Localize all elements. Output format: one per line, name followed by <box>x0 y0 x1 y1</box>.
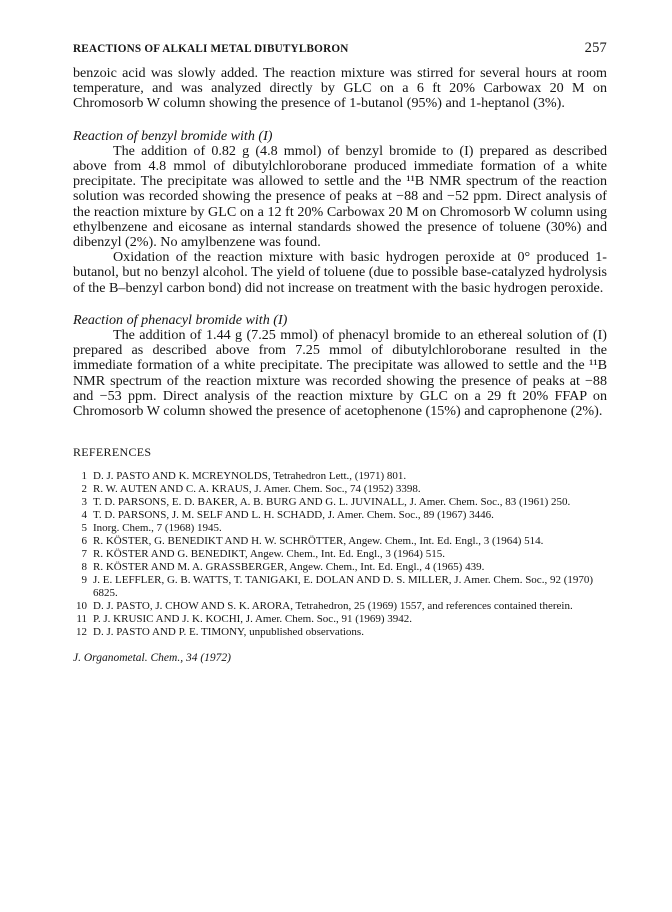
reference-number: 4 <box>81 509 87 522</box>
journal-page <box>73 40 607 664</box>
reference-item <box>73 535 607 548</box>
reference-item <box>73 626 607 639</box>
running-title: REACTIONS OF ALKALI METAL DIBUTYLBORON <box>73 43 349 55</box>
journal-citation: J. Organometal. Chem., 34 (1972) <box>73 652 231 665</box>
reference-text: J. E. LEFFLER, G. B. WATTS, T. TANIGAKI, E. DOLAN AND D. S. MILLER, J. Amer. Chem. Soc., 92 (1970) 6825. <box>93 574 594 600</box>
reference-item <box>73 600 607 613</box>
reference-number: 12 <box>76 626 87 639</box>
reference-item <box>73 483 607 496</box>
reference-number: 2 <box>81 483 87 496</box>
section-heading-benzyl: Reaction of benzyl bromide with (I) <box>73 127 273 144</box>
paragraph-phenacyl-addition: The addition of 1.44 g (7.25 mmol) of phenacyl bromide to an ethereal solution of (I) prepared as described above from 7.25 mmol of dibutylchloroborane resulted in the immediate formation of a white precipitate. The precipitate was allowed to settle and the ¹¹B NMR spectrum of the reaction mixture was recorded showing the presence of peaks at −88 and −53 ppm. Direct analysis of the reaction mixture by GLC on a 29 ft 20% FFAP on Chromosorb W column showed the presence of acetophenone (15%) and caprophenone (2%). <box>73 327 607 420</box>
paragraph-continuation: benzoic acid was slowly added. The reaction mixture was stirred for several hours at room temperature, and was analyzed directly by GLC on a 6 ft 20% Carbowax 20 M on Chromosorb W column showing the presence of 1-butanol (95%) and 1-heptanol (3%). <box>73 65 607 112</box>
reference-number: 9 <box>81 574 87 587</box>
reference-text: D. J. PASTO AND K. MCREYNOLDS, Tetrahedron Lett., (1971) 801. <box>93 470 407 483</box>
page-number: 257 <box>584 40 607 56</box>
reference-number: 11 <box>76 613 87 626</box>
paragraph-benzyl-oxidation: Oxidation of the reaction mixture with basic hydrogen peroxide at 0° produced 1-butanol, but no benzyl alcohol. The yield of toluene (due to possible base-catalyzed hydrolysis of the B–benzyl carbon bond) did not increase on treatment with the basic hydrogen peroxide. <box>73 249 607 296</box>
reference-text: T. D. PARSONS, J. M. SELF AND L. H. SCHADD, J. Amer. Chem. Soc., 89 (1967) 3446. <box>93 509 494 522</box>
reference-text: P. J. KRUSIC AND J. K. KOCHI, J. Amer. Chem. Soc., 91 (1969) 3942. <box>93 613 413 626</box>
running-header <box>73 40 607 57</box>
reference-item <box>73 470 607 483</box>
reference-text: D. J. PASTO, J. CHOW AND S. K. ARORA, Tetrahedron, 25 (1969) 1557, and references contained therein. <box>93 600 573 613</box>
reference-number: 5 <box>81 522 87 535</box>
reference-text: D. J. PASTO AND P. E. TIMONY, unpublished observations. <box>93 626 364 639</box>
reference-item <box>73 548 607 561</box>
reference-number: 6 <box>81 535 87 548</box>
reference-number: 3 <box>81 496 87 509</box>
reference-item <box>73 561 607 574</box>
reference-item <box>73 522 607 535</box>
reference-text: T. D. PARSONS, E. D. BAKER, A. B. BURG AND G. L. JUVINALL, J. Amer. Chem. Soc., 83 (1961) 250. <box>93 496 571 509</box>
reference-item <box>73 613 607 626</box>
reference-item <box>73 496 607 509</box>
reference-text: R. KÖSTER AND G. BENEDIKT, Angew. Chem., Int. Ed. Engl., 3 (1964) 515. <box>93 548 445 561</box>
reference-item <box>73 574 607 600</box>
reference-number: 10 <box>76 600 87 613</box>
reference-number: 8 <box>81 561 87 574</box>
reference-text: R. KÖSTER, G. BENEDIKT AND H. W. SCHRÖTTER, Angew. Chem., Int. Ed. Engl., 3 (1964) 514. <box>93 535 544 548</box>
references-heading: REFERENCES <box>73 445 152 460</box>
reference-text: Inorg. Chem., 7 (1968) 1945. <box>93 522 222 535</box>
article-body <box>73 66 607 419</box>
reference-number: 7 <box>81 548 87 561</box>
paragraph-benzyl-addition: The addition of 0.82 g (4.8 mmol) of benzyl bromide to (I) prepared as described above from 4.8 mmol of dibutylchloroborane produced immediate formation of a white precipitate. The precipitate was allowed to settle and the ¹¹B NMR spectrum of the reaction solution was recorded showing the presence of peaks at −88 and −52 ppm. Direct analysis of the reaction mixture by GLC on a 12 ft 20% Carbowax 20 M on Chromosorb W column using ethylbenzene and eicosane as internal standards showed the presence of toluene (30%) and dibenzyl (2%). No amylbenzene was found. <box>73 142 607 251</box>
section-heading-phenacyl: Reaction of phenacyl bromide with (I) <box>73 311 288 328</box>
reference-text: R. KÖSTER AND M. A. GRASSBERGER, Angew. Chem., Int. Ed. Engl., 4 (1965) 439. <box>93 561 485 574</box>
references-section <box>73 445 607 639</box>
reference-list <box>73 470 607 639</box>
reference-text: R. W. AUTEN AND C. A. KRAUS, J. Amer. Chem. Soc., 74 (1952) 3398. <box>93 483 421 496</box>
reference-item <box>73 509 607 522</box>
reference-number: 1 <box>81 470 87 483</box>
